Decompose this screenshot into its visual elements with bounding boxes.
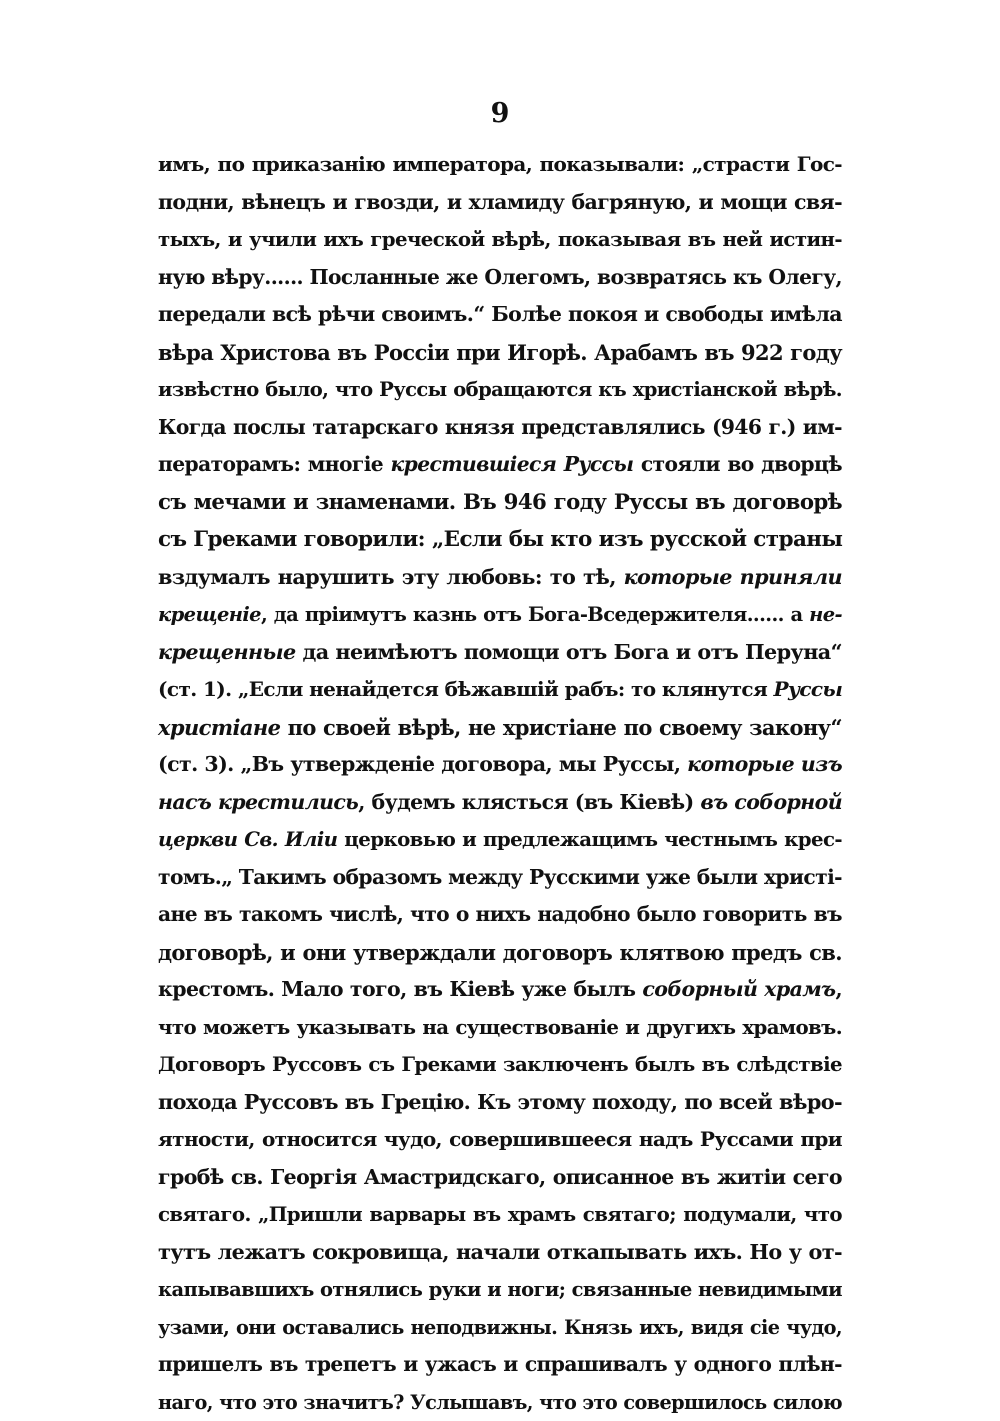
text-segment: (ст. 3). „Въ утвержденіе договора, мы Руссы, <box>158 752 687 776</box>
text-segment: имъ, по приказанію императора, показывали: „страсти Гос- <box>158 152 842 176</box>
text-segment: ператорамъ: многіе <box>158 452 391 476</box>
italic-text: соборный храмъ <box>642 977 835 1001</box>
text-line <box>158 259 842 297</box>
italic-text: Руссы <box>774 677 843 701</box>
text-segment: пришелъ въ трепетъ и ужасъ и спрашивалъ у одного плѣн- <box>158 1352 842 1376</box>
text-segment: (ст. 1). „Если ненайдется бѣжавшій рабъ: то клянутся <box>158 677 774 701</box>
text-line <box>158 971 842 1009</box>
italic-text: крещенные <box>158 640 296 664</box>
page-number: 9 <box>0 98 1000 129</box>
text-segment: томъ.„ Такимъ образомъ между Русскими уже были христі- <box>158 865 842 889</box>
text-segment: церковью и предлежащимъ честнымъ крес- <box>337 827 842 851</box>
text-segment: по своей вѣрѣ, не христіане по своему закону“ <box>280 715 842 740</box>
text-line <box>158 596 842 634</box>
text-segment: похода Руссовъ въ Грецію. Къ этому походу, по всей вѣро- <box>158 1090 842 1114</box>
text-line <box>158 1121 842 1159</box>
text-segment: Когда послы татарскаго князя представлялись (946 г.) им- <box>158 415 842 439</box>
text-line <box>158 1159 842 1197</box>
italic-text: насъ крестились <box>158 790 358 814</box>
text-line <box>158 484 842 522</box>
text-segment: вѣра Христова въ Россіи при Игорѣ. Арабамъ въ 922 году <box>158 340 842 365</box>
text-line <box>158 1009 842 1047</box>
text-line <box>158 371 842 409</box>
text-segment: съ Греками говорили: „Если бы кто изъ русской страны <box>158 527 842 552</box>
text-segment: съ мечами и знаменами. Въ 946 году Руссы въ договорѣ <box>158 490 842 515</box>
italic-text: крещеніе <box>158 603 261 626</box>
italic-text: въ соборной <box>700 790 842 814</box>
text-line <box>158 1346 842 1384</box>
text-segment: стояли во дворцѣ <box>633 452 842 476</box>
text-segment: вздумалъ нарушить эту любовь: то тѣ, <box>158 565 624 589</box>
text-line <box>158 559 842 597</box>
text-segment: что можетъ указывать на существованіе и другихъ храмовъ. <box>158 1015 842 1039</box>
text-segment: наго, что это значитъ? Услышавъ, что это совершилось силою <box>158 1391 842 1414</box>
italic-text: церкви Св. Иліи <box>158 827 337 851</box>
text-line <box>158 634 842 672</box>
text-segment: ане въ такомъ числѣ, что о нихъ надобно было говорить въ <box>158 902 842 926</box>
text-line <box>158 446 842 484</box>
text-line <box>158 784 842 822</box>
text-line <box>158 1309 842 1347</box>
italic-text: не- <box>809 603 842 626</box>
text-line <box>158 1384 842 1421</box>
text-line <box>158 146 842 184</box>
text-line <box>158 409 842 447</box>
text-segment: Договоръ Руссовъ съ Греками заключенъ былъ въ слѣдствіе <box>158 1052 842 1076</box>
text-segment: узами, они оставались неподвижны. Князь ихъ, видя сіе чудо, <box>158 1316 842 1339</box>
text-line <box>158 671 842 709</box>
text-line <box>158 334 842 372</box>
text-segment: извѣстно было, что Руссы обращаются къ христіанской вѣрѣ. <box>158 378 842 401</box>
text-segment: крестомъ. Мало того, въ Кіевѣ уже былъ <box>158 977 642 1001</box>
text-segment: капывавшихъ отнялись руки и ноги; связанные невидимыми <box>158 1278 842 1301</box>
text-segment: подни, вѣнецъ и гвозди, и хламиду багряную, и мощи свя- <box>158 190 842 214</box>
text-segment: , да пріимутъ казнь отъ Бога-Вседержителя...... а <box>261 603 809 626</box>
text-segment: ятности, относится чудо, совершившееся надъ Руссами при <box>158 1127 842 1151</box>
text-segment: святаго. „Пришли варвары въ храмъ святаго; подумали, что <box>158 1202 842 1226</box>
text-line <box>158 1046 842 1084</box>
text-line <box>158 859 842 897</box>
text-segment: тутъ лежатъ сокровища, начали откапывать ихъ. Но у от- <box>158 1240 842 1264</box>
text-segment: передали всѣ рѣчи своимъ.“ Болѣе покоя и свободы имѣла <box>158 302 842 326</box>
text-segment: ную вѣру...... Посланные же Олегомъ, возвратясь къ Олегу, <box>158 265 842 289</box>
text-line <box>158 709 842 747</box>
text-line <box>158 221 842 259</box>
italic-text: которые изъ <box>687 752 842 776</box>
body-text <box>158 146 842 1421</box>
text-segment: договорѣ, и они утверждали договоръ клятвою предъ св. <box>158 940 842 965</box>
text-line <box>158 746 842 784</box>
text-line <box>158 1084 842 1122</box>
text-segment: , будемъ клясться (въ Кіевѣ) <box>358 790 700 814</box>
text-line <box>158 896 842 934</box>
text-segment: да неимѣютъ помощи отъ Бога и отъ Перуна“ <box>296 640 842 664</box>
text-line <box>158 521 842 559</box>
text-line <box>158 184 842 222</box>
text-line <box>158 1196 842 1234</box>
text-line <box>158 821 842 859</box>
text-line <box>158 934 842 972</box>
italic-text: христіане <box>158 715 280 740</box>
italic-text: которые приняли <box>624 565 842 589</box>
text-line <box>158 296 842 334</box>
text-line <box>158 1234 842 1272</box>
text-line <box>158 1271 842 1309</box>
italic-text: крестившіеся Руссы <box>391 452 634 476</box>
text-segment: , <box>835 977 842 1001</box>
text-segment: тыхъ, и учили ихъ греческой вѣрѣ, показывая въ ней истин- <box>158 227 842 251</box>
text-segment: гробѣ св. Георгія Амастридскаго, описанное въ житіи сего <box>158 1165 842 1189</box>
